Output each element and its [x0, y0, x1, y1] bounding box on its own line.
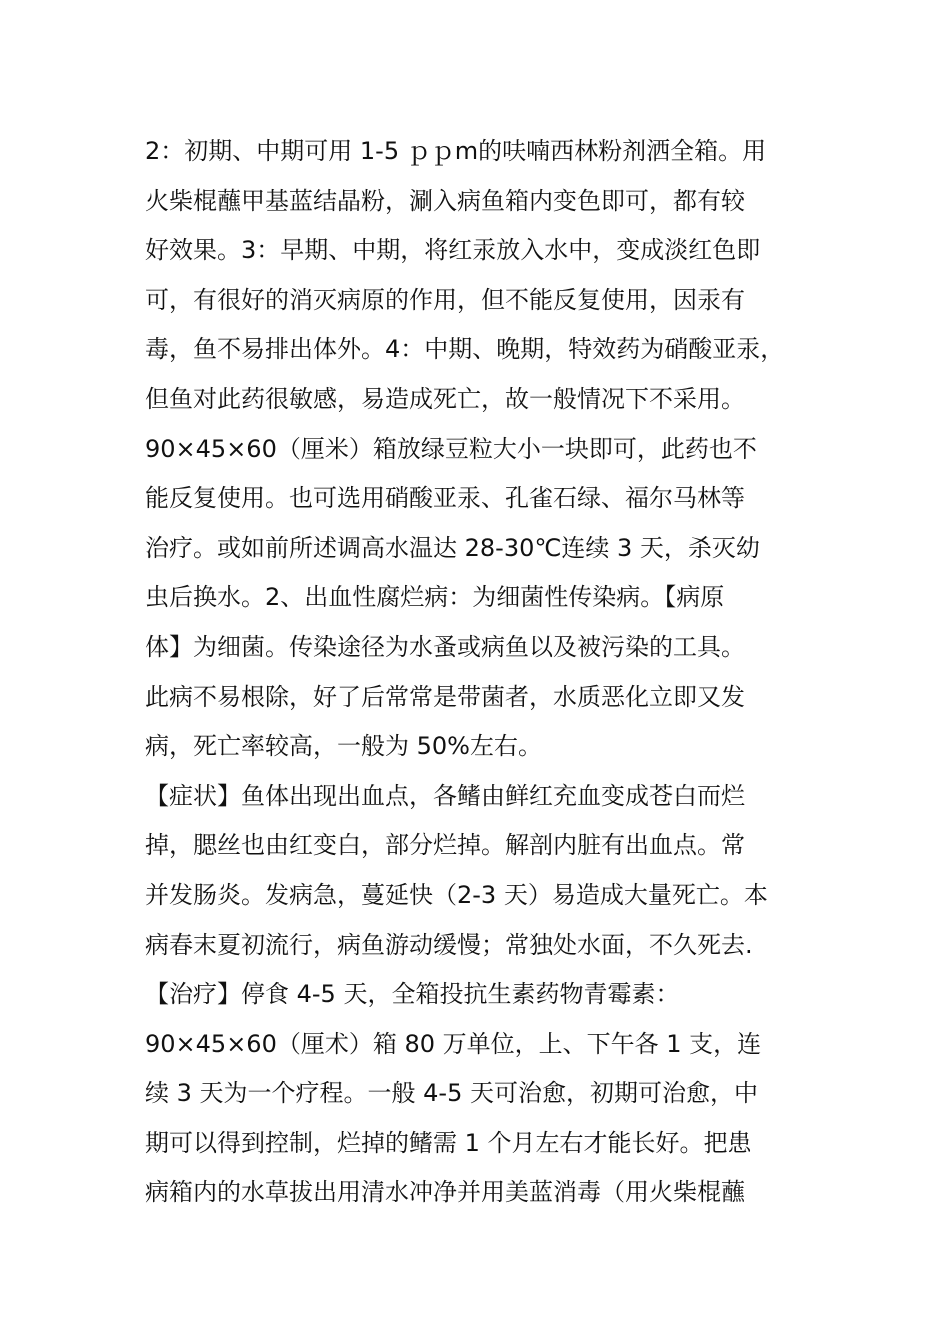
text-line: 治疗。或如前所述调高水温达 28-30℃连续 3 天，杀灭幼 [145, 533, 760, 562]
text-line: 并发肠炎。发病急，蔓延快（2-3 天）易造成大量死亡。本 [145, 880, 768, 909]
text-line: 但鱼对此药很敏感，易造成死亡，故一般情况下不采用。 [145, 384, 745, 413]
text-line: 此病不易根除，好了后常常是带菌者，水质恶化立即又发 [145, 682, 745, 711]
document-body [145, 127, 810, 1218]
text-line: 病春末夏初流行，病鱼游动缓慢；常独处水面，不久死去. [145, 930, 753, 959]
text-line: 能反复使用。也可选用硝酸亚汞、孔雀石绿、福尔马林等 [145, 484, 745, 513]
text-line: 【治疗】停食 4-5 天，全箱投抗生素药物青霉素： [145, 980, 680, 1009]
text-line: 【症状】鱼体出现出血点，各鳍由鲜红充血变成苍白而烂 [145, 781, 745, 810]
text-line: 掉，腮丝也由红变白，部分烂掉。解剖内脏有出血点。常 [145, 831, 745, 860]
text-line: 续 3 天为一个疗程。一般 4-5 天可治愈，初期可治愈，中 [145, 1079, 758, 1108]
text-line: 病，死亡率较高，一般为 50%左右。 [145, 732, 542, 761]
text-line: 病箱内的水草拔出用清水冲净并用美蓝消毒（用火柴棍蘸 [145, 1178, 745, 1207]
text-line: 体】为细菌。传染途径为水蚤或病鱼以及被污染的工具。 [145, 632, 745, 661]
text-line: 可，有很好的消灭病原的作用，但不能反复使用，因汞有 [145, 285, 745, 314]
text-line: 好效果。3：早期、中期，将红汞放入水中，变成淡红色即 [145, 236, 761, 265]
text-line: 90×45×60（厘术）箱 80 万单位，上、下午各 1 支，连 [145, 1029, 762, 1058]
text-line: 虫后换水。2、出血性腐烂病：为细菌性传染病。【病原 [145, 583, 725, 612]
text-line: 毒，鱼不易排出体外。4：中期、晚期，特效药为硝酸亚汞， [145, 335, 785, 364]
text-line: 2：初期、中期可用 1-5 ｐｐm的呋喃西林粉剂洒全箱。用 [145, 137, 767, 165]
text-line: 期可以得到控制，烂掉的鳍需 1 个月左右才能长好。把患 [145, 1128, 752, 1157]
text-line: 火柴棍蘸甲基蓝结晶粉，涮入病鱼箱内变色即可，都有较 [145, 186, 745, 215]
text-line: 90×45×60（厘米）箱放绿豆粒大小一块即可，此药也不 [145, 434, 757, 463]
